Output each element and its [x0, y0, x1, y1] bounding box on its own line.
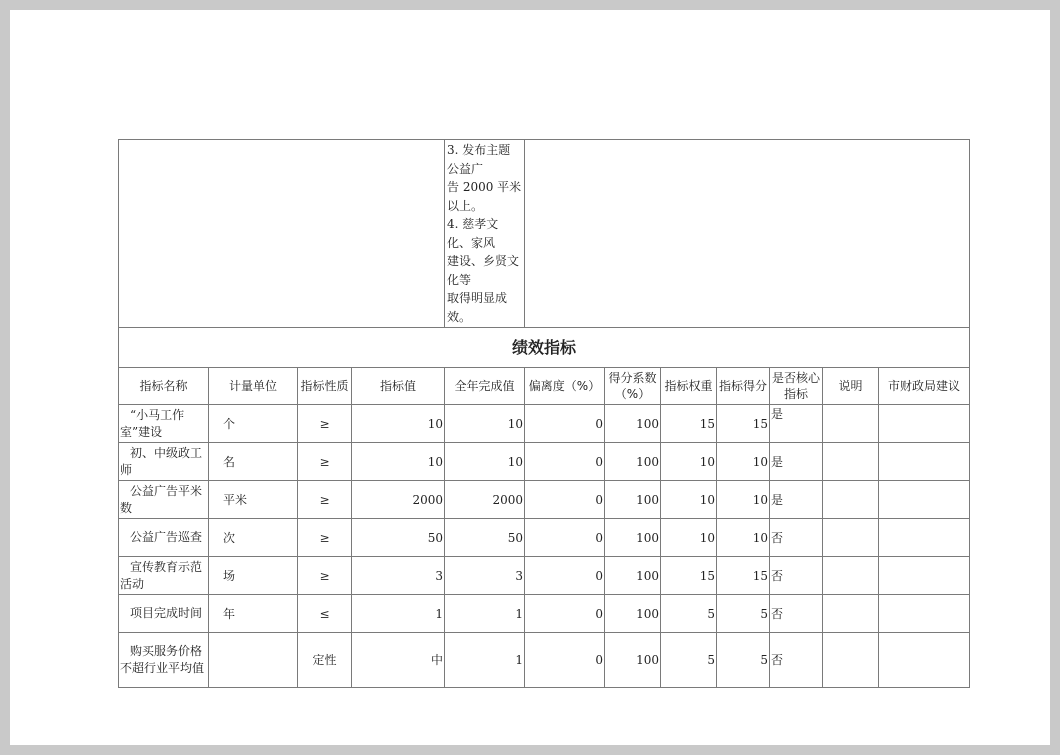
- header-nature: 指标性质: [298, 368, 352, 405]
- header-row: [119, 368, 970, 405]
- table-row: [119, 595, 970, 633]
- cell-indicator-name: 初、中级政工师: [119, 443, 209, 481]
- header-deviation: 偏离度（%）: [525, 368, 605, 405]
- cell-indicator-name: 公益广告巡查: [119, 519, 209, 557]
- cell-note: [823, 633, 879, 688]
- cell-unit: 个: [209, 405, 298, 443]
- cell-nature: 定性: [298, 633, 352, 688]
- cell-weight: 5: [661, 595, 717, 633]
- cell-note: [823, 519, 879, 557]
- cell-nature: ≥: [298, 481, 352, 519]
- cell-actual: 10: [445, 405, 525, 443]
- description-line: 告 2000 平米以上。: [447, 180, 522, 213]
- cell-unit: 次: [209, 519, 298, 557]
- cell-core: 否: [770, 633, 823, 688]
- cell-suggestion: [879, 519, 970, 557]
- cell-weight: 10: [661, 443, 717, 481]
- header-weight: 指标权重: [661, 368, 717, 405]
- cell-suggestion: [879, 443, 970, 481]
- cell-note: [823, 557, 879, 595]
- empty-cell-right: [525, 140, 970, 328]
- cell-score: 15: [717, 405, 770, 443]
- cell-coefficient: 100: [605, 595, 661, 633]
- cell-indicator-name: 购买服务价格不超行业平均值: [119, 633, 209, 688]
- header-value: 指标值: [352, 368, 445, 405]
- cell-value: 中: [352, 633, 445, 688]
- cell-note: [823, 405, 879, 443]
- cell-actual: 3: [445, 557, 525, 595]
- cell-value: 2000: [352, 481, 445, 519]
- header-suggestion: 市财政局建议: [879, 368, 970, 405]
- cell-unit: [209, 633, 298, 688]
- cell-deviation: 0: [525, 481, 605, 519]
- cell-core: 否: [770, 557, 823, 595]
- cell-coefficient: 100: [605, 443, 661, 481]
- cell-suggestion: [879, 405, 970, 443]
- empty-cell-left: [119, 140, 445, 328]
- cell-coefficient: 100: [605, 633, 661, 688]
- cell-weight: 15: [661, 405, 717, 443]
- header-indicator-name: 指标名称: [119, 368, 209, 405]
- cell-unit: 平米: [209, 481, 298, 519]
- cell-indicator-name: 公益广告平米数: [119, 481, 209, 519]
- cell-value: 10: [352, 443, 445, 481]
- cell-value: 3: [352, 557, 445, 595]
- header-core: 是否核心指标: [770, 368, 823, 405]
- cell-weight: 5: [661, 633, 717, 688]
- section-title: 绩效指标: [119, 328, 970, 368]
- cell-weight: 10: [661, 519, 717, 557]
- cell-note: [823, 595, 879, 633]
- cell-actual: 10: [445, 443, 525, 481]
- cell-value: 10: [352, 405, 445, 443]
- cell-value: 50: [352, 519, 445, 557]
- continuation-row: [119, 140, 970, 328]
- cell-deviation: 0: [525, 557, 605, 595]
- cell-score: 15: [717, 557, 770, 595]
- description-line: 建设、乡贤文化等: [447, 254, 520, 287]
- cell-weight: 15: [661, 557, 717, 595]
- header-coefficient: 得分系数（%）: [605, 368, 661, 405]
- cell-suggestion: [879, 595, 970, 633]
- cell-coefficient: 100: [605, 557, 661, 595]
- section-title-row: [119, 328, 970, 368]
- description-line: 3. 发布主题公益广: [447, 143, 511, 176]
- cell-deviation: 0: [525, 519, 605, 557]
- cell-actual: 50: [445, 519, 525, 557]
- cell-coefficient: 100: [605, 481, 661, 519]
- cell-score: 10: [717, 443, 770, 481]
- cell-indicator-name: “小马工作室”建设: [119, 405, 209, 443]
- cell-nature: ≥: [298, 443, 352, 481]
- cell-weight: 10: [661, 481, 717, 519]
- cell-nature: ≥: [298, 519, 352, 557]
- cell-deviation: 0: [525, 595, 605, 633]
- cell-indicator-name: 宣传教育示范活动: [119, 557, 209, 595]
- cell-core: 是: [770, 481, 823, 519]
- cell-coefficient: 100: [605, 519, 661, 557]
- cell-unit: 年: [209, 595, 298, 633]
- cell-score: 10: [717, 481, 770, 519]
- cell-core: 否: [770, 595, 823, 633]
- table-row: [119, 405, 970, 443]
- description-line: 取得明显成效。: [447, 291, 508, 324]
- cell-score: 5: [717, 633, 770, 688]
- cell-note: [823, 443, 879, 481]
- cell-deviation: 0: [525, 633, 605, 688]
- document-page: [10, 10, 1050, 745]
- cell-suggestion: [879, 481, 970, 519]
- cell-value: 1: [352, 595, 445, 633]
- target-description-cell: [445, 140, 525, 328]
- cell-actual: 1: [445, 633, 525, 688]
- cell-score: 10: [717, 519, 770, 557]
- cell-note: [823, 481, 879, 519]
- cell-deviation: 0: [525, 443, 605, 481]
- cell-score: 5: [717, 595, 770, 633]
- table-row: [119, 443, 970, 481]
- header-score: 指标得分: [717, 368, 770, 405]
- header-note: 说明: [823, 368, 879, 405]
- description-line: 4. 慈孝文化、家风: [447, 217, 499, 250]
- cell-deviation: 0: [525, 405, 605, 443]
- performance-table: [118, 139, 970, 688]
- cell-nature: ≤: [298, 595, 352, 633]
- table-row: [119, 557, 970, 595]
- cell-coefficient: 100: [605, 405, 661, 443]
- cell-core: 是: [770, 443, 823, 481]
- cell-core: 否: [770, 519, 823, 557]
- header-unit: 计量单位: [209, 368, 298, 405]
- cell-suggestion: [879, 633, 970, 688]
- header-actual: 全年完成值: [445, 368, 525, 405]
- cell-nature: ≥: [298, 405, 352, 443]
- cell-core: 是: [770, 405, 823, 443]
- cell-actual: 1: [445, 595, 525, 633]
- table-row: [119, 633, 970, 688]
- cell-actual: 2000: [445, 481, 525, 519]
- cell-suggestion: [879, 557, 970, 595]
- cell-indicator-name: 项目完成时间: [119, 595, 209, 633]
- table-row: [119, 481, 970, 519]
- cell-nature: ≥: [298, 557, 352, 595]
- table-row: [119, 519, 970, 557]
- cell-unit: 名: [209, 443, 298, 481]
- cell-unit: 场: [209, 557, 298, 595]
